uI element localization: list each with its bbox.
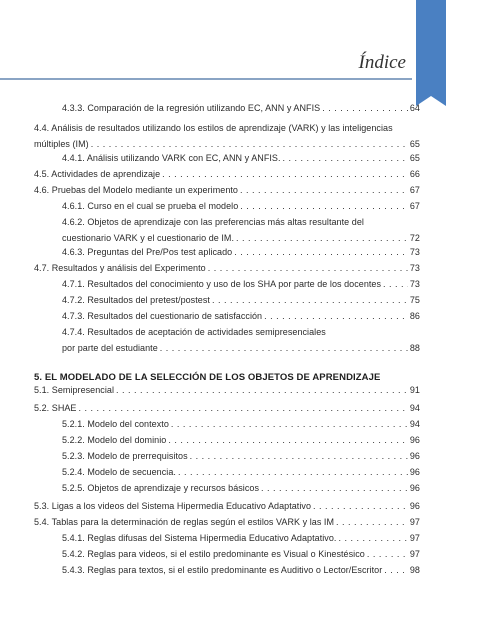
toc-entry-title: 4.7.1. Resultados del conocimiento y uso de los SHA por parte de los docentes: [62, 279, 382, 289]
page-title: Índice: [358, 52, 406, 73]
toc-page-number: 97: [409, 533, 420, 543]
toc-entry-title: 5.3. Ligas a los videos del Sistema Hipermedia Educativo Adaptativo: [34, 501, 312, 511]
toc-entry[interactable]: [34, 262, 420, 274]
dot-leader: [234, 246, 408, 258]
chapter-heading[interactable]: 5. EL MODELADO DE LA SELECCIÓN DE LOS OBJETOS DE APRENDIZAJE: [34, 372, 381, 383]
toc-entry[interactable]: [62, 152, 420, 164]
toc-entry[interactable]: [34, 122, 420, 150]
dot-leader: [283, 152, 408, 164]
toc-entry-title: 5.4.1. Reglas difusas del Sistema Hipermedia Educativo Adaptativo.: [62, 533, 337, 543]
toc-page-number: 94: [409, 403, 420, 413]
dot-leader: [367, 548, 408, 560]
dot-leader: [338, 532, 407, 544]
toc-entry[interactable]: [62, 450, 420, 462]
toc-page-number: 67: [409, 185, 420, 195]
dot-leader: [236, 232, 408, 244]
toc-entry[interactable]: [62, 482, 420, 494]
toc-entry-title: 4.7.4. Resultados de aceptación de actividades semipresenciales: [62, 327, 326, 337]
toc-entry[interactable]: [62, 466, 420, 478]
toc-page-number: 72: [409, 233, 420, 243]
toc-page-number: 64: [409, 103, 420, 113]
toc-entry[interactable]: [34, 168, 420, 180]
toc-entry-title: 5.2.4. Modelo de secuencia.: [62, 467, 176, 477]
dot-leader: [313, 500, 408, 512]
toc-entry[interactable]: [34, 384, 420, 396]
dot-leader: [240, 184, 408, 196]
dot-leader: [178, 466, 408, 478]
dot-leader: [212, 294, 408, 306]
dot-leader: [162, 168, 408, 180]
toc-page-number: 96: [409, 467, 420, 477]
toc-entry[interactable]: [62, 278, 420, 290]
toc-entry-title-continued: múltiples (IM): [34, 139, 89, 149]
bookmark-ribbon: [416, 0, 446, 96]
dot-leader: [208, 262, 408, 274]
toc-entry[interactable]: [62, 434, 420, 446]
toc-entry-title: 5.2.1. Modelo del contexto: [62, 419, 169, 429]
toc-page-number: 96: [409, 451, 420, 461]
toc-entry-title: 5.2.5. Objetos de aprendizaje y recursos básicos: [62, 483, 260, 493]
dot-leader: [116, 384, 408, 396]
toc-entry-title: 4.7. Resultados y análisis del Experimento: [34, 263, 206, 273]
toc-page-number: 97: [409, 549, 420, 559]
toc-page-number: 65: [409, 153, 420, 163]
dot-leader: [160, 342, 408, 354]
toc-page-number: 98: [409, 565, 420, 575]
toc-entry[interactable]: [62, 294, 420, 306]
toc-entry[interactable]: [34, 500, 420, 512]
toc-page-number: 73: [409, 279, 420, 289]
toc-entry-title: 4.4. Análisis de resultados utilizando los estilos de aprendizaje (VARK) y las inteligencias: [34, 123, 393, 133]
toc-entry[interactable]: [62, 326, 420, 354]
toc-page-number: 88: [409, 343, 420, 353]
dot-leader: [190, 450, 408, 462]
toc-page-number: 75: [409, 295, 420, 305]
toc-entry-title: 5.2.3. Modelo de prerrequisitos: [62, 451, 188, 461]
toc-entry[interactable]: [62, 246, 420, 258]
toc-entry[interactable]: [34, 402, 420, 414]
dot-leader: [171, 418, 408, 430]
dot-leader: [168, 434, 408, 446]
dot-leader: [91, 138, 408, 150]
toc-entry-title: 4.5. Actividades de aprendizaje: [34, 169, 161, 179]
toc-page-number: 97: [409, 517, 420, 527]
toc-entry-title: 5.4. Tablas para la determinación de reglas según el estilos VARK y las IM: [34, 517, 335, 527]
toc-entry-title: 4.6. Pruebas del Modelo mediante un experimento: [34, 185, 238, 195]
toc-entry-title: 5.2.2. Modelo del dominio: [62, 435, 167, 445]
toc-page-number: 91: [409, 385, 420, 395]
dot-leader: [383, 278, 408, 290]
toc-entry-title: 5.4.2. Reglas para videos, si el estilo predominante es Visual o Kinestésico: [62, 549, 365, 559]
toc-entry-title: 4.4.1. Análisis utilizando VARK con EC, ANN y ANFIS.: [62, 153, 281, 163]
toc-entry[interactable]: [62, 216, 420, 244]
toc-entry-title: 5.1. Semipresencial: [34, 385, 114, 395]
toc-page-number: 66: [409, 169, 420, 179]
toc-page-number: 96: [409, 483, 420, 493]
toc-entry[interactable]: [62, 532, 420, 544]
dot-leader: [336, 516, 408, 528]
toc-entry[interactable]: [62, 200, 420, 212]
toc-entry-title: 4.7.3. Resultados del cuestionario de satisfacción: [62, 311, 263, 321]
toc-page-number: 96: [409, 435, 420, 445]
toc-entry[interactable]: [62, 102, 420, 114]
toc-entry[interactable]: [62, 564, 420, 576]
dot-leader: [240, 200, 408, 212]
toc-page-number: 67: [409, 201, 420, 211]
toc-entry-title-continued: cuestionario VARK y el cuestionario de IM.: [62, 233, 235, 243]
toc-page-number: 94: [409, 419, 420, 429]
toc-entry-title: 4.6.3. Preguntas del Pre/Pos test aplicado: [62, 247, 233, 257]
dot-leader: [78, 402, 407, 414]
toc-page-number: 73: [409, 263, 420, 273]
dot-leader: [384, 564, 408, 576]
toc-entry-title: 4.7.2. Resultados del pretest/postest: [62, 295, 210, 305]
toc-entry-title: 4.6.1. Curso en el cual se prueba el modelo: [62, 201, 239, 211]
toc-entry-title: 5.2. SHAE: [34, 403, 77, 413]
dot-leader: [322, 102, 408, 114]
header-divider: [0, 78, 412, 80]
toc-page-number: 73: [409, 247, 420, 257]
toc-entry[interactable]: [34, 184, 420, 196]
toc-entry-title: 4.3.3. Comparación de la regresión utilizando EC, ANN y ANFIS: [62, 103, 321, 113]
toc-entry[interactable]: [62, 548, 420, 560]
toc-entry[interactable]: [34, 516, 420, 528]
toc-entry-title: 5.4.3. Reglas para textos, si el estilo predominante es Auditivo o Lector/Escritor: [62, 565, 383, 575]
toc-page-number: 65: [409, 139, 420, 149]
dot-leader: [264, 310, 408, 322]
toc-entry[interactable]: [62, 310, 420, 322]
toc-entry-title: 4.6.2. Objetos de aprendizaje con las preferencias más altas resultante del: [62, 217, 364, 227]
toc-entry[interactable]: [62, 418, 420, 430]
toc-entry-title-continued: por parte del estudiante: [62, 343, 158, 353]
toc-page-number: 96: [409, 501, 420, 511]
toc-page-number: 86: [409, 311, 420, 321]
dot-leader: [261, 482, 408, 494]
